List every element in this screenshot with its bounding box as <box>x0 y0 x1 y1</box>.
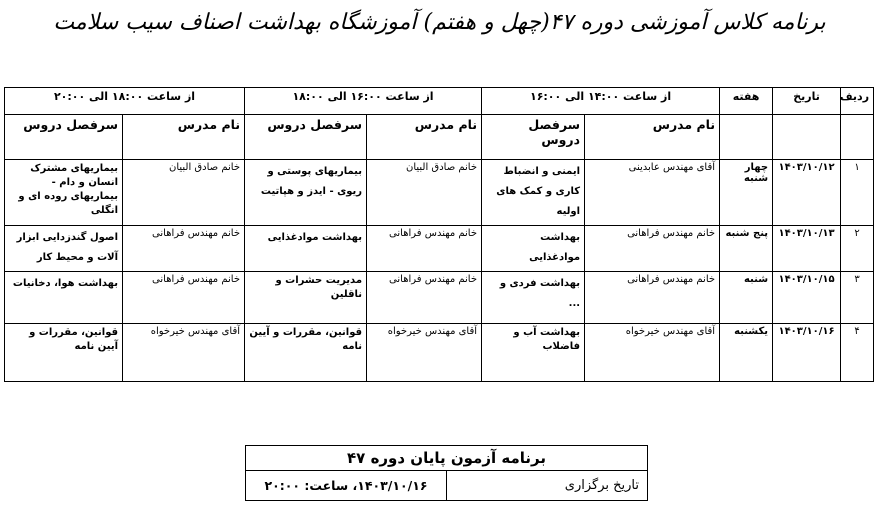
row-day: چهار شنبه <box>720 160 773 226</box>
header-slot-3: از ساعت ۱۸:۰۰ الی ۲۰:۰۰ <box>5 88 245 115</box>
row-number: ۱ <box>841 160 874 226</box>
topic-cell: قوانین، مقررات و آیین نامه <box>5 324 123 382</box>
header-date: تاریخ <box>773 88 841 115</box>
header-row-columns <box>5 115 874 160</box>
header-day: هفته <box>720 88 773 115</box>
header-teacher-1: نام مدرس <box>585 115 720 160</box>
topic-cell: بهداشت موادغذایی <box>245 226 367 272</box>
teacher-cell: خانم مهندس فراهانی <box>585 226 720 272</box>
teacher-cell: خانم مهندس فراهانی <box>367 272 482 324</box>
row-day: پنج شنبه <box>720 226 773 272</box>
topic-cell: قوانین، مقررات و آیین نامه <box>245 324 367 382</box>
teacher-cell: آقای مهندس خیرخواه <box>123 324 245 382</box>
schedule-table <box>4 87 874 382</box>
teacher-cell: خانم مهندس فراهانی <box>123 272 245 324</box>
header-teacher-3: نام مدرس <box>123 115 245 160</box>
table-row <box>5 324 874 382</box>
teacher-cell: آقای مهندس عابدینی <box>585 160 720 226</box>
row-day: شنبه <box>720 272 773 324</box>
topic-cell: بهداشت فردی و ... <box>482 272 585 324</box>
row-date: ۱۴۰۳/۱۰/۱۶ <box>773 324 841 382</box>
header-topic-3: سرفصل دروس <box>5 115 123 160</box>
topic-cell: اصول گندزدایی ابزار آلات و محیط کار <box>5 226 123 272</box>
topic-cell: مدیریت حشرات و ناقلین <box>245 272 367 324</box>
table-row <box>5 272 874 324</box>
topic-cell: بیماریهای پوستی و ریوی - ایدز و هپاتیت <box>245 160 367 226</box>
teacher-cell: خانم صادق البیان <box>123 160 245 226</box>
teacher-cell: آقای مهندس خیرخواه <box>585 324 720 382</box>
table-row <box>5 226 874 272</box>
row-number: ۲ <box>841 226 874 272</box>
teacher-cell: خانم مهندس فراهانی <box>367 226 482 272</box>
header-row-time <box>5 88 874 115</box>
header-teacher-2: نام مدرس <box>367 115 482 160</box>
topic-cell: بیماریهای مشترک انسان و دام - بیماریهای روده ای و انگلی <box>5 160 123 226</box>
page-title: برنامه کلاس آموزشی دوره ۴۷(چهل و هفتم) آموزشگاه بهداشت اصناف سیب سلامت <box>53 10 826 35</box>
topic-cell: بهداشت هوا، دخانیات <box>5 272 123 324</box>
exam-title: برنامه آزمون پایان دوره ۴۷ <box>246 446 648 471</box>
teacher-cell: آقای مهندس خیرخواه <box>367 324 482 382</box>
row-date: ۱۴۰۳/۱۰/۱۳ <box>773 226 841 272</box>
row-number: ۴ <box>841 324 874 382</box>
topic-cell: بهداشت آب و فاضلاب <box>482 324 585 382</box>
teacher-cell: خانم صادق البیان <box>367 160 482 226</box>
header-topic-1: سرفصل دروس <box>482 115 585 160</box>
exam-table <box>245 445 648 501</box>
teacher-cell: خانم مهندس فراهانی <box>585 272 720 324</box>
row-date: ۱۴۰۳/۱۰/۱۲ <box>773 160 841 226</box>
exam-date-value: ۱۴۰۳/۱۰/۱۶، ساعت: ۲۰:۰۰ <box>246 471 447 501</box>
topic-cell: ایمنی و انضباط کاری و کمک های اولیه <box>482 160 585 226</box>
exam-date-label: تاریخ برگزاری <box>447 471 648 501</box>
topic-cell: بهداشت موادغذایی <box>482 226 585 272</box>
table-row <box>5 160 874 226</box>
header-row-no: ردیف <box>841 88 874 115</box>
row-day: یکشنبه <box>720 324 773 382</box>
row-number: ۳ <box>841 272 874 324</box>
header-slot-2: از ساعت ۱۶:۰۰ الی ۱۸:۰۰ <box>245 88 482 115</box>
row-date: ۱۴۰۳/۱۰/۱۵ <box>773 272 841 324</box>
header-topic-2: سرفصل دروس <box>245 115 367 160</box>
header-slot-1: از ساعت ۱۴:۰۰ الی ۱۶:۰۰ <box>482 88 720 115</box>
teacher-cell: خانم مهندس فراهانی <box>123 226 245 272</box>
